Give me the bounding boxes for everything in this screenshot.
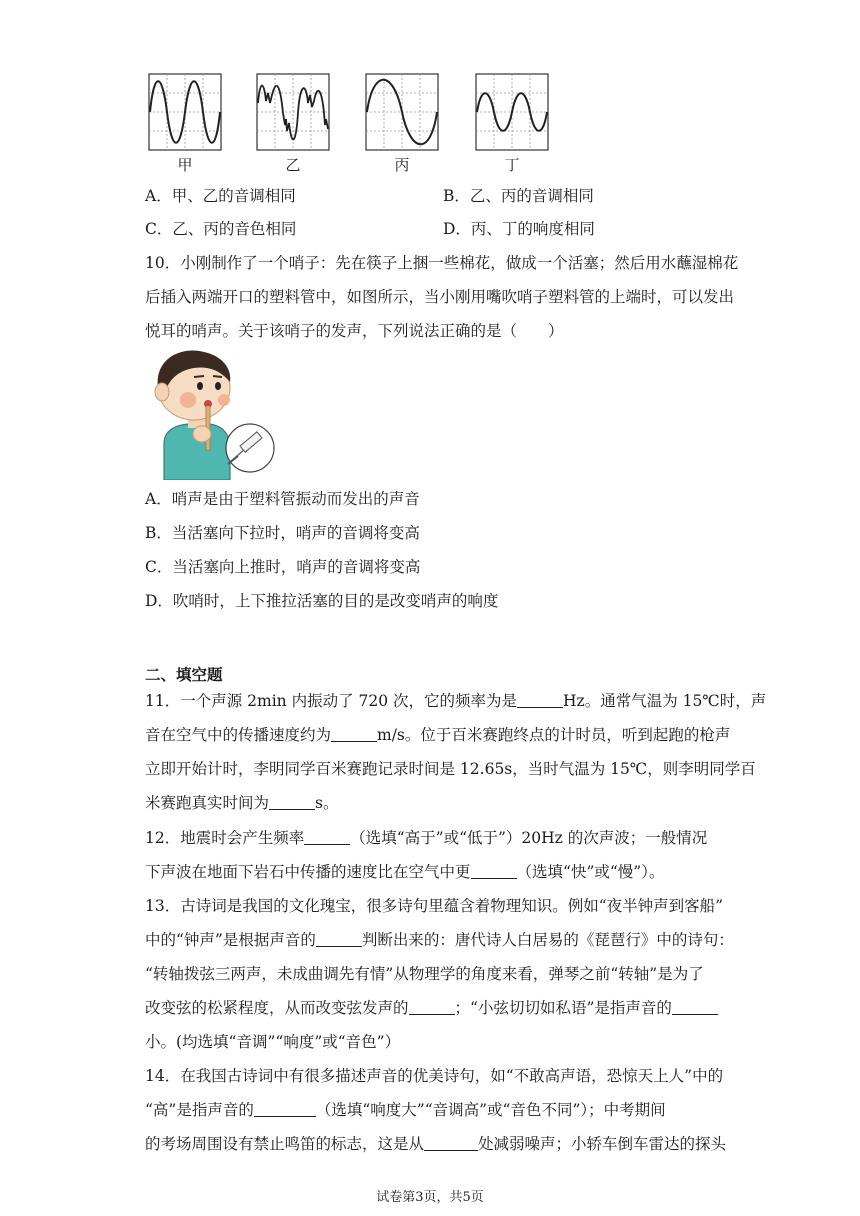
q14-blank-2[interactable] [424,1135,478,1151]
q12-line-2 [145,862,664,882]
q10-line-2: 后插入两端开口的塑料管中，如图所示，当小刚用嘴吹哨子塑料管的上端时，可以发出 [145,288,735,306]
waveform-jia [148,73,222,151]
q14-blank-1[interactable] [254,1101,316,1117]
q12-text: 下声波在地面下岩石中传播的速度比在空气中更 [145,863,471,881]
q11-text: m/s。位于百米赛跑终点的计时员，听到起跑的枪声 [377,726,731,744]
q12-line-1 [145,828,707,848]
q11-text: 音在空气中的传播速度约为 [145,726,332,744]
section-title-fill-in: 二、填空题 [145,665,223,684]
q11-line-3: 立即开始计时，李明同学百米赛跑记录时间是 12.65s，当时气温为 15℃，则李明同学百 [145,760,756,778]
q12-blank-2[interactable] [471,863,517,879]
q11-blank-speed[interactable] [331,726,377,742]
q10-option-a: A．哨声是由于塑料管振动而发出的声音 [145,490,420,508]
waveform-label-jia: 甲 [177,156,193,174]
q11-line-4 [145,793,338,813]
q11-text: 11．一个声源 2min 内振动了 720 次，它的频率为是 [145,692,518,710]
q13-blank-1[interactable] [316,931,362,947]
waveform-ding [475,73,549,151]
q13-line-4 [145,998,718,1018]
q9-option-c: C．乙、丙的音色相同 [145,220,297,238]
q14-text: 的考场周围设有禁止鸣笛的标志，这是从 [145,1135,425,1153]
q13-blank-3[interactable] [672,999,718,1015]
q13-text: 中的“钟声”是根据声音的 [145,931,316,949]
q14-text: （选填“响度大”“音调高”或“音色不同”）；中考期间 [315,1101,666,1119]
q9-option-d: D．丙、丁的响度相同 [443,220,595,238]
q13-text: ；“小弦切切如私语”是指声音的 [454,999,672,1017]
q14-text: “高”是指声音的 [145,1101,254,1119]
waveform-label-yi: 乙 [285,156,301,174]
q9-option-a: A．甲、乙的音调相同 [145,187,296,205]
q12-blank-1[interactable] [304,829,350,845]
q13-line-3: “转轴拨弦三两声，未成曲调先有情”从物理学的角度来看，弹琴之前“转轴”是为了 [145,965,704,983]
waveform-label-ding: 丁 [504,156,520,174]
q10-option-b: B．当活塞向下拉时，哨声的音调将变高 [145,524,420,542]
boy-whistle-illustration [142,348,276,480]
q14-text: 处减弱噪声；小轿车倒车雷达的探头 [478,1135,727,1153]
page-footer: 试卷第3页，共5页 [376,1190,484,1205]
q13-line-2 [145,930,734,950]
q11-text: 米赛跑真实时间为 [145,794,270,812]
q9-option-b: B．乙、丙的音调相同 [443,187,594,205]
q13-text: 改变弦的松紧程度，从而改变弦发声的 [145,999,409,1017]
q12-text: 12．地震时会产生频率 [145,829,305,847]
waveform-yi [256,73,330,151]
q11-line-2 [145,725,730,745]
q10-option-d: D．吹哨时，上下推拉活塞的目的是改变哨声的响度 [145,592,499,610]
q13-line-1: 13．古诗词是我国的文化瑰宝，很多诗句里蕴含着物理知识。例如“夜半钟声到客船” [145,897,724,915]
q14-line-1: 14．在我国古诗词中有很多描述声音的优美诗句，如“不敢高声语，恐惊天上人”中的 [145,1067,724,1085]
q13-text: 判断出来的：唐代诗人白居易的《琵琶行》中的诗句： [361,931,734,949]
q10-line-3: 悦耳的哨声。关于该哨子的发声，下列说法正确的是（ ） [145,322,564,340]
q14-line-2 [145,1100,666,1120]
q10-option-c: C．当活塞向上推时，哨声的音调将变高 [145,558,421,576]
q11-blank-time[interactable] [269,794,315,810]
q11-blank-frequency[interactable] [517,692,563,708]
q14-line-3 [145,1134,726,1154]
q12-text: （选填“快”或“慢”）。 [516,863,665,881]
q13-line-5: 小。(均选填“音调”“响度”或“音色”） [145,1033,401,1051]
waveform-label-bing: 丙 [394,156,410,174]
q11-text: s。 [315,794,339,812]
waveform-bing [365,73,439,151]
q12-text: （选填“高于”或“低于”）20Hz 的次声波；一般情况 [350,829,708,847]
q11-line-1 [145,691,766,711]
q13-blank-2[interactable] [409,999,455,1015]
q11-text: Hz。通常气温为 15℃时，声 [563,692,767,710]
q10-line-1: 10．小刚制作了一个哨子：先在筷子上捆一些棉花，做成一个活塞；然后用水蘸湿棉花 [145,254,739,272]
